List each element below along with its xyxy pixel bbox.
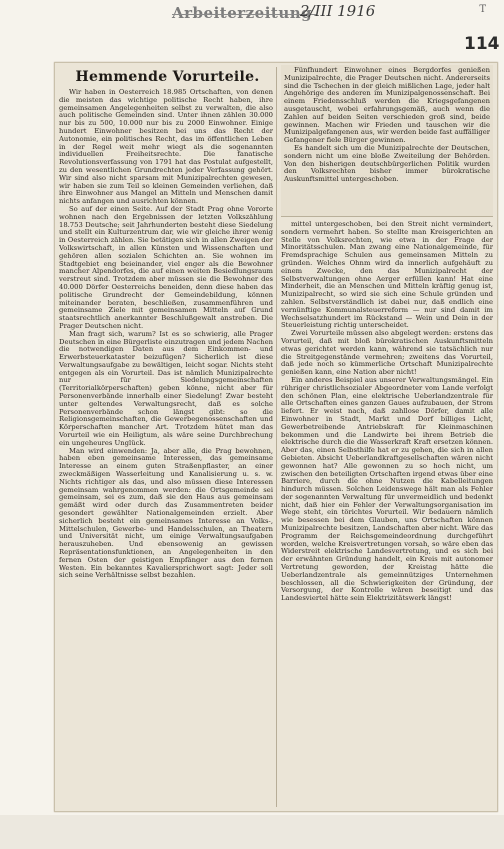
page-number: 114: [464, 34, 500, 54]
paragraph: Fünfhundert Einwohner eines Bergdorfes genießen Munizipalrechte, die Prager Deutschen nicht. Andererseits sind die Tschechen in der gleich mißlichen Lage, jeder halt Angehörige des anderen im Munizipalgenossenschaft. Bei einem Friedensschluß werden die Kriegsgefangenen ausgetauscht, wobei erfahrungsgemäß, auch wenn die Zahlen auf beiden Seiten verschieden groß sind, beide gewinnen. Machen wir Frieden und tauschen wir die Munizipalgefangenen aus, wir werden beide fast auffälliger Gefangener fiele Bürger gewinnen.: [284, 66, 490, 145]
right-column: [281, 221, 493, 807]
masthead-stamp: Arbeiterzeitung: [172, 4, 313, 22]
right-column-top-fragment: [281, 65, 493, 217]
clipping-header: [160, 2, 500, 36]
paragraph: Es handelt sich um die Munizipalrechte der Deutschen, sondern nicht um eine bloße Zweiteilung der Behörden. Von den bisherigen deutschbürgerlichen Politik wurden den Volksrechten bisher immer bürokratische Auskunftsmittel untergeschoben.: [284, 143, 490, 184]
left-column: [59, 89, 273, 805]
paragraph: Ein anderes Beispiel aus unserer Verwaltungsmängel. Ein rühriger christlichsozialer Abgeordneter vom Lande verfolgt den schönen Plan, eine elektrische Ueberlandzentrale für alle Ortschaften eines ganzen Gaues aufzubauen, der Strom liefert. Er weist nach, daß zahllose Dörfer, damit alle Einwohner in Stadt, Markt und Dorf billiges Licht, Gewerbetreibende Antriebskraft für Kleinmaschinen bekommen und die Landwirte bei ihrem Betrieb die elektrische durch die die Wasserkraft Kraft ersetzen können. Aber das, einen Selbsthilfe hat er zu gehen, die sich in allen Gebieten. Absicht Ueberlandkraftgesellschaften wären nicht gewonnen hat? Alle gewonnen zu so hoch nicht, um zwischen den beteiligten Ortschaften irgend etwas über eine Barriere, durch die ohne Nutzen die Kabelleitungen hindurch müssen. Solchen Leidenswege hält man als Fehler der sogenannten Verwaltung für unvermeidlich und bedenkt nicht, daß hier ein Fehler der Verwaltungsorganisation im Wege steht, ein törichtes Vorurteil. Wir bedauern nämlich wie besessen bei dem Glauben, uns Ortschaften können Munizipalrechte besitzen, Landschaften aber nicht. Wäre das Programm der Reichsgemeindeordnung durchgeführt worden, welche Kreisvertretungen vorsah, so wäre eben das Widerstreit elektrische Landesvertretung, und es sich bei der erwähnten Gründung handelt, ein Kreis mit autonomer Vertretung geworden, der Kreistag hätte die Ueberlandzentrale als gemeinnütziges Unternehmen beschlossen, all die Schwierigkeiten der Gründung, der Versorgung, der Kontrolle wären beseitigt und das Landesviertel hätte sein Elektrizitätswerk längst!: [281, 375, 493, 603]
paragraph: So auf der einen Seite. Auf der Stadt Prag ohne Vororte wohnen nach den Ergebnissen der letzten Volkszählung 18.753 Deutsche; seit Jahrhunderten besteht diese Siedelung und stellt ein Kulturzentrum dar, wie wir gleiche ihrer wenig in Oesterreich zählen. Sie betätigen sich in allen Zweigen der Volkswirtschaft, in allen Künsten und Wissenschaften und gehören allen sozialen Schichten an. Sie wohnen im Stadtgebiet eng beieinander, viel enger als die Bewohner mancher Alpendorfes, die auf einen weiten Besiedlungsraum verstreut sind. Trotzdem aber müssen sie die Bewohner des 40.000 Dörfer Oesterreichs beneiden, denn diese haben das politische Grundrecht der Gemeindebildung, können miteinander beraten, beschließen, zusammenführen und gemeinsame Ziele mit gemeinsamen Mitteln auf Grund staatsrechtlich anerkannter Beschlußgewalt anstreben. Die Prager Deutschen nicht.: [59, 204, 273, 330]
paragraph: Man fragt sich, warum? Ist es so schwierig, alle Prager Deutschen in eine Bürgerliste einzutragen und jedem Nachen die notwendigen Daten aus dem Einkommen- und Erwerbsteuerkataster beizufügen? Sicherlich ist diese Verwaltungsaufgabe zu bewältigen, leicht sogar. Nichts steht entgegen als ein Vorurteil. Das ist nämlich Munizipalrechte nur für Siedelungsgemeinschaften (Territorialkörperschaften) geben könne, nicht aber für Personenverbände innerhalb einer Siedelung! Zwar besteht unter geltendes Verwaltungsrecht, daß es solche Personenverbände schon längst gibt: so die Religionsgemeinschaften, die Gewerbegenossenschaften und Körperschaften mancher Art. Trotzdem hütet man das Vorurteil wie ein Heiligtum, als wäre seine Durchbrechung ein ungeheures Unglück.: [59, 329, 273, 447]
article-headline: Hemmende Vorurteile.: [75, 69, 260, 85]
paragraph: Zwei Vorurteile müssen also abgelegt werden: erstens das Vorurteil, daß mit bloß bürokratischen Auskunftsmitteln etwas gerichtet werden kann, während sie tatsächlich nur die Streitgegenstände vermehren; zweitens das Vorurteil, daß jede noch so kümmerliche Ortschaft Munizipalrechte genießen kann, eine Nation aber nicht!: [281, 329, 493, 377]
page-bottom-margin: [0, 815, 504, 849]
paragraph: Man wird einwenden: Ja, aber alle, die Prag bewohnen, haben eben gemeinsame Interessen, das gemeinsame Interesse an einem guten Straßenpflaster, an einer zweckmäßigen Wasserleitung und Kanalisierung u. s. w. Nichts richtiger als das, und also müssen diese Interessen gemeinsam wahrgenommen werden: die Ortsgemeinde sei gemeinsam, sei es zum, daß sie den Haus aus gemeinsam gemäßt wird oder durch das Zusammentreten beider gesondert gewählter Nationalgemeinden erzielt. Aber sicherlich besteht ein gemeinsames Interesse an Volks-, Mittelschulen, Gewerbe- und Handelsschulen, an Theatern und Universität nicht, um einige Verwaltungsaufgaben herauszuheben. Und ebensowenig an gewissen Repräsentationsfunktionen, an Angelegenheiten in den fernen Osten der geistigen Empfänger aus den fernen Westen. Ein bekanntes Kavaliersprichwort sagt: Jeder soll sich seine Verhältnisse selbst bezahlen.: [59, 446, 273, 580]
paragraph: mittel untergeschoben, bei den Streit nicht vermindert, sondern vermehrt haben. So stellte man Kreisgerichten an Stelle von Volksrechten, wie etwa in der Frage der Minoritätsschulen. Man zwang eine Nationalgemeinde, für Fremdsprachige Schulen aus gemeinsamen Mitteln zu gründen. Welches Ohnm wird da innerlich aufgehäuft zu einem Zwecke, den das Munizipalrecht der Selbstverwaltungen ohne Aerger erfüllen kann! Hat eine Minderheit, die an Menschen und Mitteln kräftig genug ist, Munizipalrecht, so wird sie sich eine Schule gründen und zahlen. Selbstverständlich ist dabei nur, daß endlich eine vernünftige Kommunalsteuerreform — nur sind damit im Wechselsatzhundert im Rückstand — Wein und Dein in der Steuerleistung richtig unterscheidet.: [281, 221, 493, 330]
paragraph: Wir haben in Oesterreich 18.985 Ortschaften, von denen die meisten das wichtige politische Recht haben, ihre gemeinsamen Angelegenheiten selbst zu verwalten, die also auch politische Gemeinden sind. Unter ihnen zählen 30.000 nur bis zu 500, 10.000 nur bis zu 2000 Einwohner. Einige hundert Einwohner besitzen bei uns das Recht der Autonomie, ein politisches Recht, das im öffentlichen Leben in der Regel weit mehr wiegt als die sogenannten individuellen Freiheitsrechte. Die fanatische Revolutionsverfassung von 1791 hat das Postulat aufgestellt, zu den wesentlichen Grundrechten jeder Verfassung gehört. Wir sind also nicht sparsam mit Munizipalrechten gewesen, wir haben sie zum Teil so kleinen Gemeinden verliehen, daß ihre Einwohner aus Mangel an Mitteln und Menschen damit nichts anfangen und ausrichten können.: [59, 89, 273, 206]
column-divider: [276, 67, 277, 807]
handwritten-date: 2/III 1916: [300, 2, 376, 20]
newspaper-clipping: [54, 62, 498, 812]
corner-mark: T: [479, 4, 486, 15]
